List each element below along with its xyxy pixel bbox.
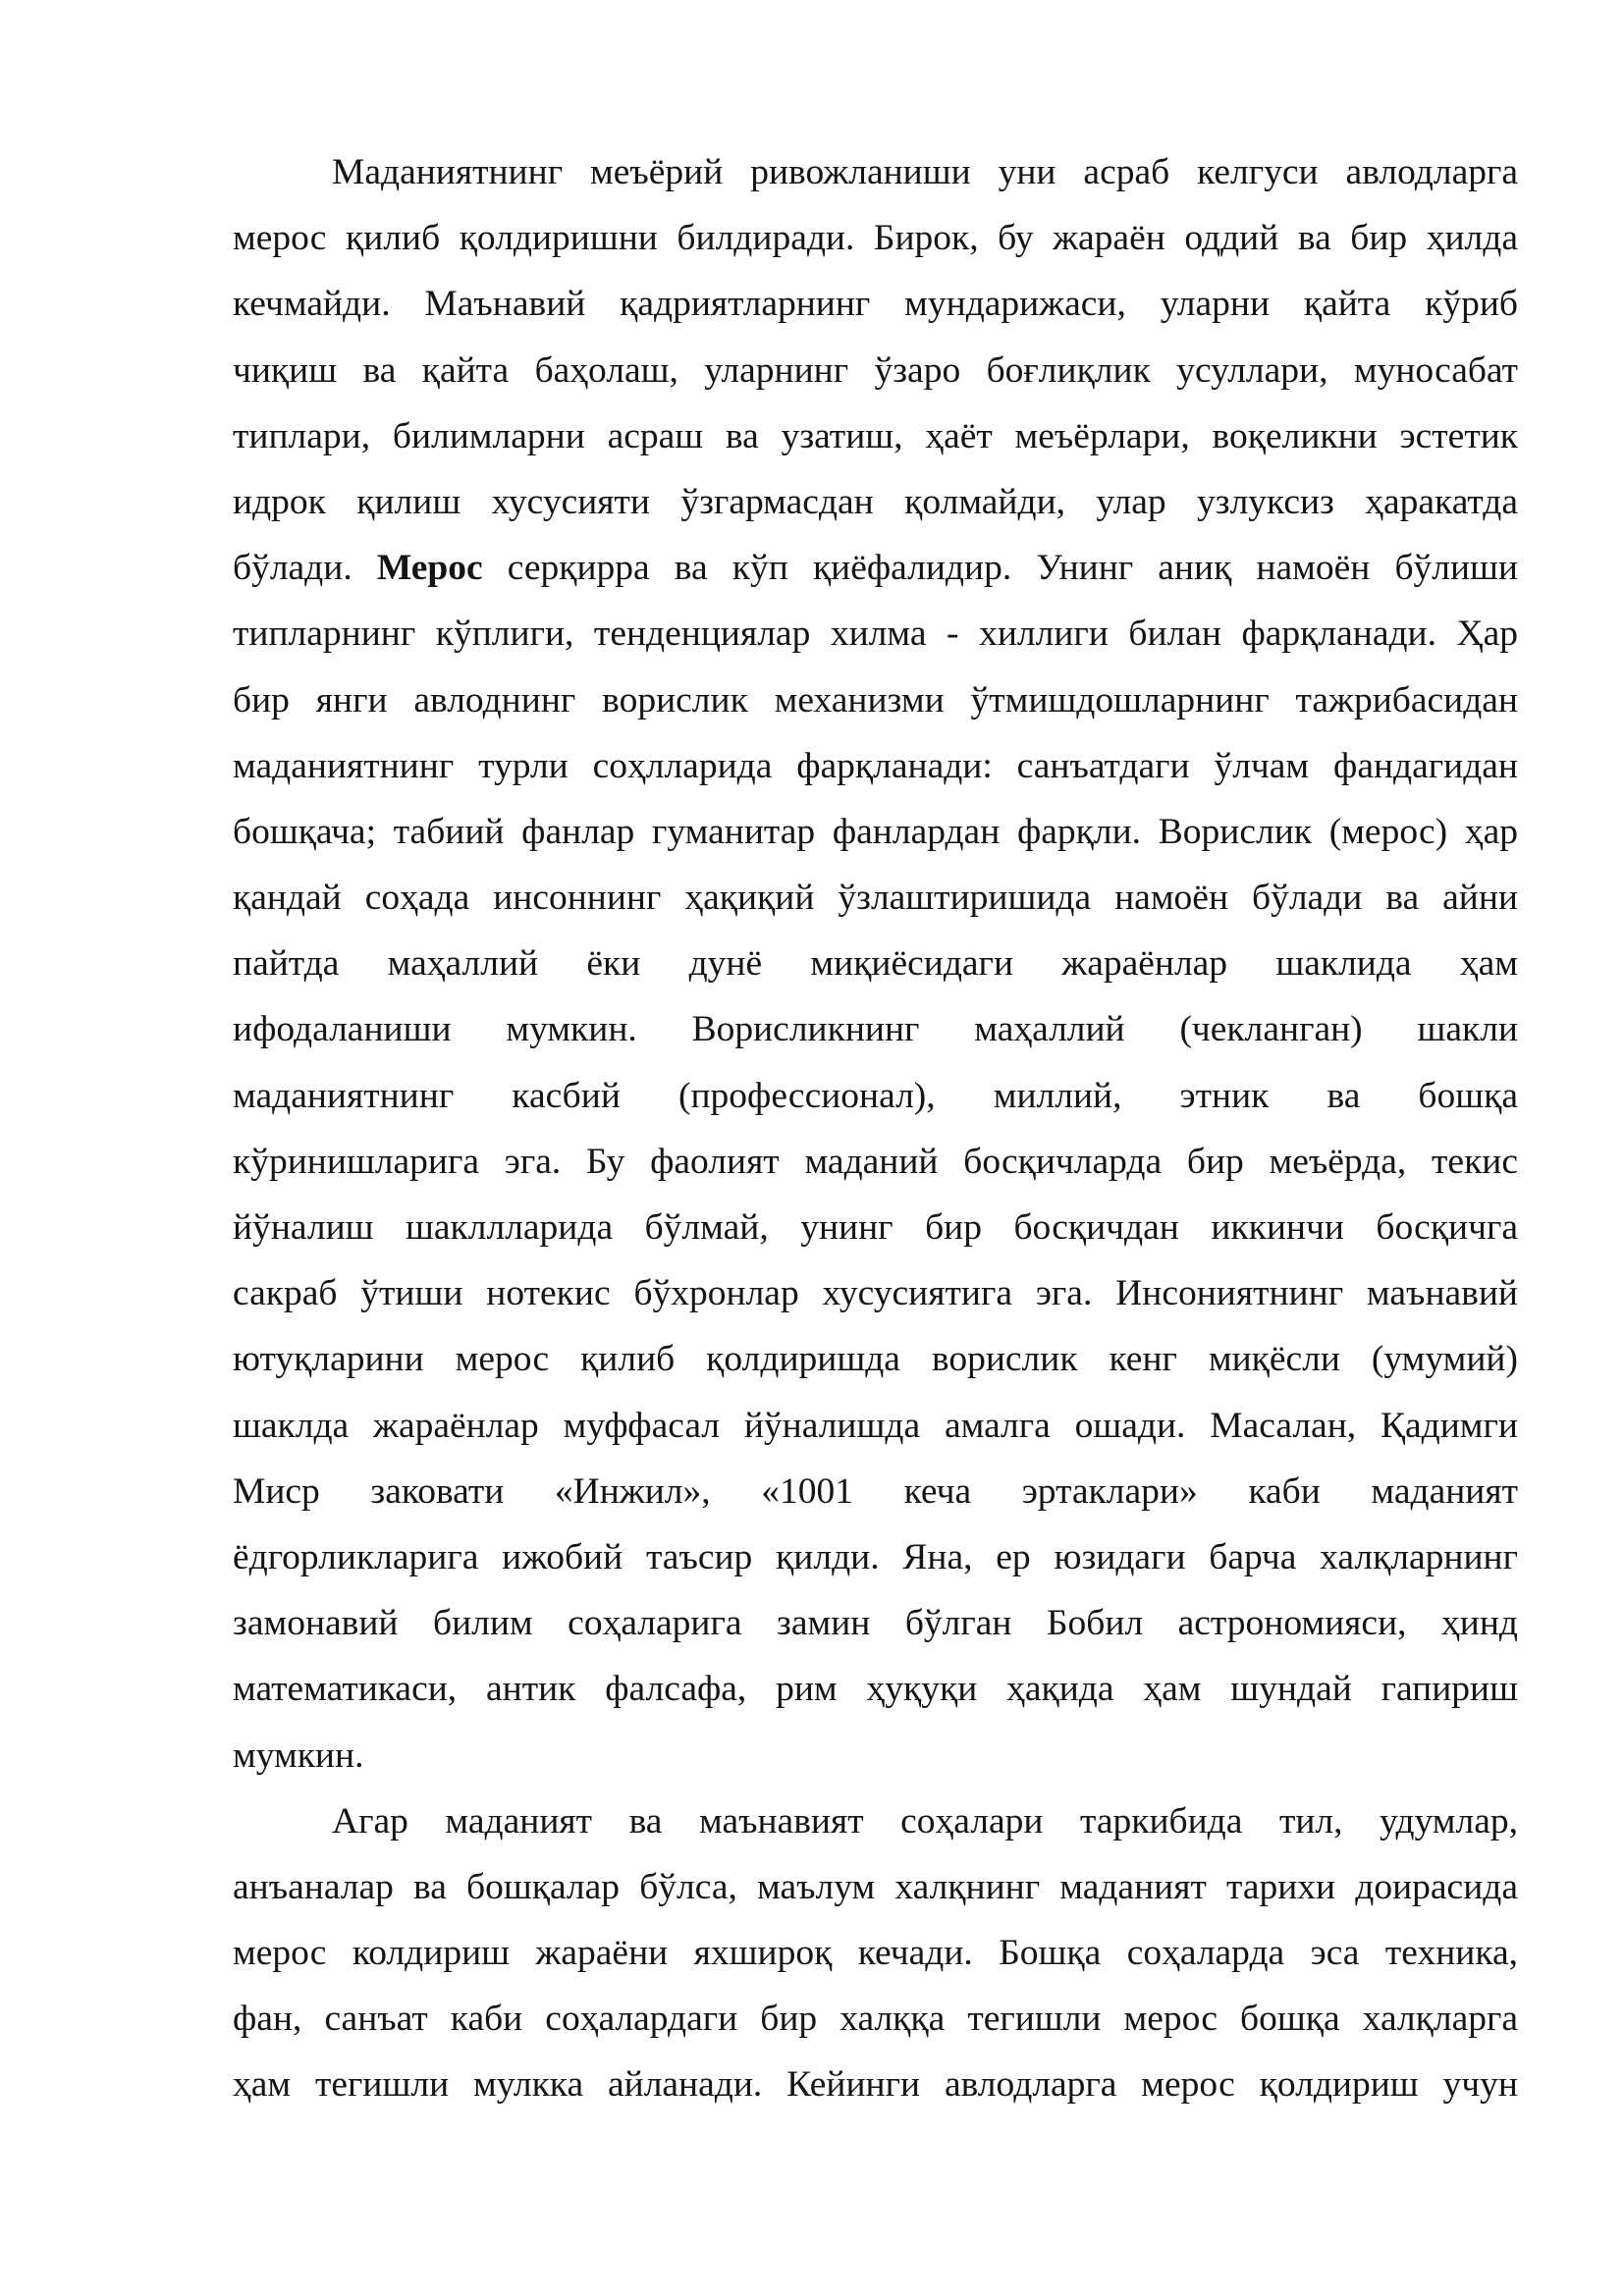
- paragraph-2: [233, 1789, 1518, 2118]
- text-line: маданиятнинг касбий (профессионал), миллий, этник ва бошқа: [233, 1075, 1518, 1116]
- text-line: йўналиш шакллларида бўлмай, унинг бир босқичдан иккинчи босқичга: [233, 1207, 1518, 1248]
- text-line: ҳам тегишли мулкка айланади. Кейинги авлодларга мерос қолдириш учун: [233, 2064, 1518, 2106]
- text-line: пайтда маҳаллий ёки дунё миқиёсидаги жараёнлар шаклида ҳам: [233, 943, 1518, 985]
- bold-term: Мерос: [376, 548, 483, 589]
- text-line: шаклда жараёнлар муффасал йўналишда амалга ошади. Масалан, Қадимги: [233, 1405, 1518, 1446]
- text-line: идрок қилиш хусусияти ўзгармасдан қолмайди, улар узлуксиз ҳаракатда: [233, 481, 1518, 522]
- text-line: типларнинг кўплиги, тенденциялар хилма - хиллиги билан фарқланади. Ҳар: [233, 614, 1518, 655]
- text-line: бошқача; табиий фанлар гуманитар фанлардан фарқли. Ворислик (мерос) ҳар: [233, 811, 1518, 852]
- text-line: Агар маданият ва маънавият соҳалари таркибида тил, удумлар,: [332, 1800, 1518, 1842]
- text-line: мумкин.: [233, 1735, 364, 1776]
- text-line: сакраб ўтиши нотекис бўхронлар хусусиятига эга. Инсониятнинг маънавий: [233, 1273, 1518, 1314]
- text-line: бир янги авлоднинг ворислик механизми ўтмишдошларнинг тажрибасидан: [233, 679, 1518, 721]
- text-line: математикаси, антик фалсафа, рим ҳуқуқи ҳақида ҳам шундай гапириш: [233, 1669, 1518, 1710]
- text-line: мерос колдириш жараёни яхшироқ кечади. Бошқа соҳаларда эса техника,: [233, 1933, 1518, 1974]
- text-line: Миср заковати «Инжил», «1001 кеча эртаклари» каби маданият: [233, 1470, 1518, 1512]
- document-page: [233, 139, 1518, 2118]
- text-line: мерос қилиб қолдиришни билдиради. Бирок, бу жараён оддий ва бир ҳилда: [233, 218, 1518, 259]
- text-line: маданиятнинг турли соҳлларида фарқланади: санъатдаги ўлчам фандагидан: [233, 745, 1518, 786]
- text-line: ифодаланиши мумкин. Ворисликнинг маҳаллий (чекланган) шакли: [233, 1009, 1518, 1050]
- text-line: фан, санъат каби соҳалардаги бир халққа тегишли мерос бошқа халқларга: [233, 1999, 1518, 2040]
- text-line: замонавий билим соҳаларига замин бўлган Бобил астрономияси, ҳинд: [233, 1603, 1518, 1644]
- text-line: ютуқларини мерос қилиб қолдиришда ворислик кенг миқёсли (умумий): [233, 1339, 1518, 1380]
- text-line: қандай соҳада инсоннинг ҳақиқий ўзлаштиришида намоён бўлади ва айни: [233, 878, 1518, 919]
- paragraph-1: [233, 139, 1518, 1789]
- text-line: кўринишларига эга. Бу фаолият маданий босқичларда бир меъёрда, текис: [233, 1141, 1518, 1182]
- text-line: Маданиятнинг меъёрий ривожланиши уни асраб келгуси авлодларга: [332, 152, 1518, 192]
- text-line: чиқиш ва қайта баҳолаш, уларнинг ўзаро боғлиқлик усуллари, муносабат: [233, 349, 1518, 391]
- text-line: типлари, билимларни асраш ва узатиш, ҳаёт меъёрлари, воқеликни эстетик: [233, 415, 1518, 456]
- text-line: анъаналар ва бошқалар бўлса, маълум халқнинг маданият тарихи доирасида: [233, 1866, 1518, 1907]
- text-line: кечмайди. Маънавий қадриятларнинг мундарижаси, уларни қайта кўриб: [233, 284, 1518, 325]
- text-line: бўлади. Мерос серқирра ва кўп қиёфалидир. Унинг аниқ намоён бўлиши: [233, 548, 1518, 589]
- text-line: ёдгорликларига ижобий таъсир қилди. Яна, ер юзидаги барча халқларнинг: [233, 1536, 1518, 1577]
